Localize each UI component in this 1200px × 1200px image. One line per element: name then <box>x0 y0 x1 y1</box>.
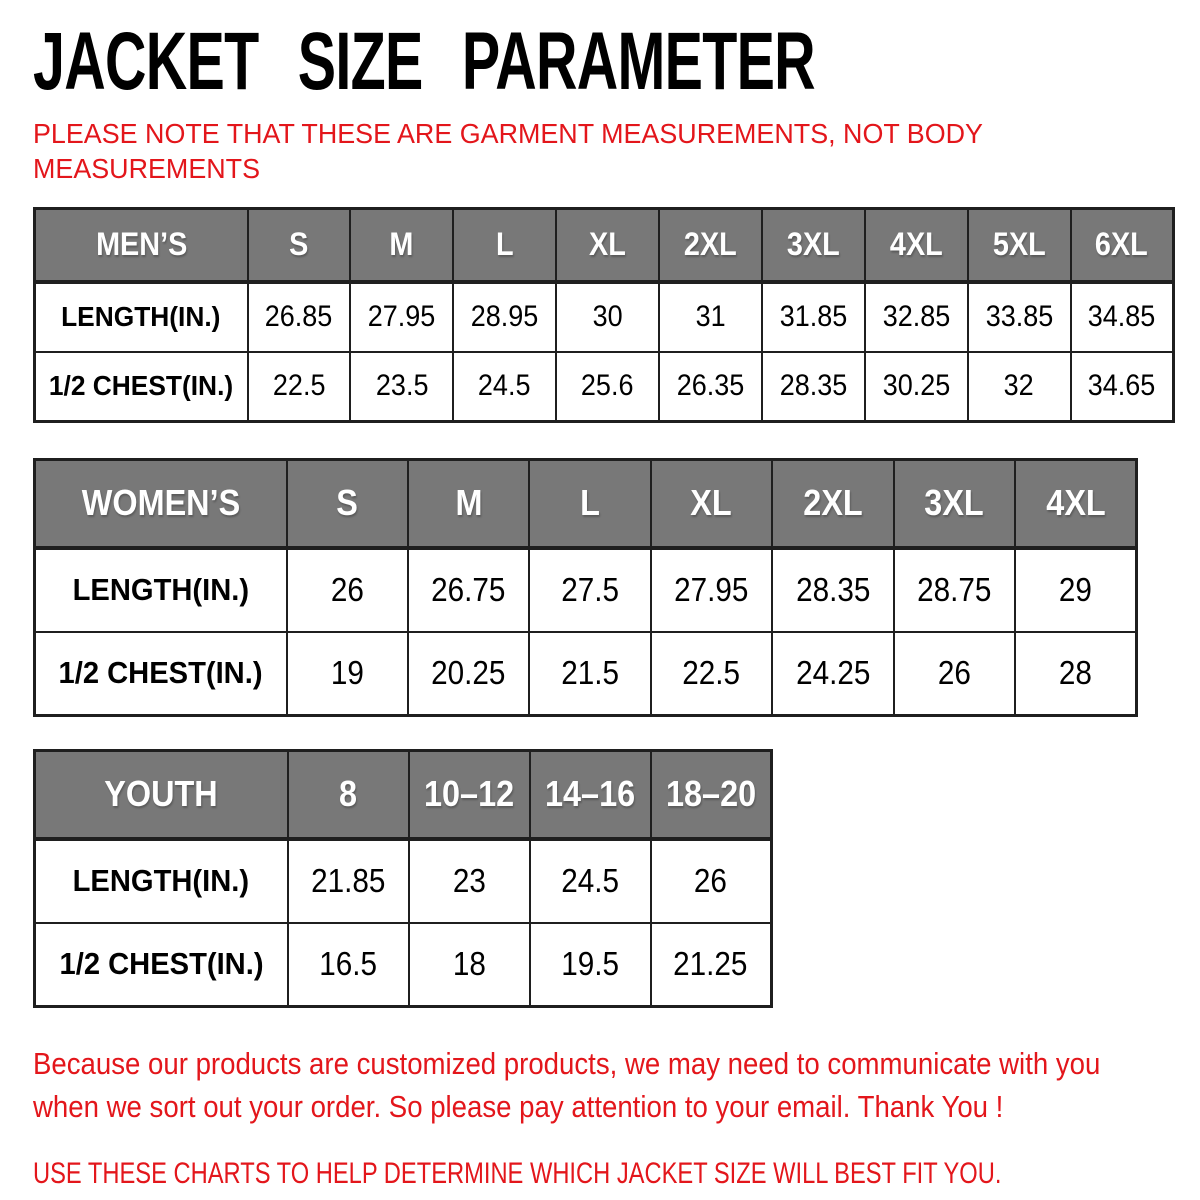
cell-text: 24.5 <box>561 862 619 899</box>
cell-text: 27.95 <box>368 300 436 333</box>
mens-header-row <box>35 209 1174 282</box>
womens-measurement-cell <box>772 632 893 716</box>
chart-usage-note: USE THESE CHARTS TO HELP DETERMINE WHICH JACKET SIZE WILL BEST FIT YOU. <box>33 1157 1002 1190</box>
cell-text: 31.85 <box>779 300 848 333</box>
mens-size-header-cell <box>350 209 453 282</box>
womens-row-label <box>35 632 287 716</box>
womens-size-header-cell <box>529 460 650 548</box>
mens-measurement-cell <box>659 282 762 352</box>
cell-text: 4XL <box>1045 482 1106 524</box>
mens-size-header-cell <box>762 209 865 282</box>
womens-measurement-cell <box>651 548 772 632</box>
youth-measurement-cell <box>288 839 409 923</box>
mens-measurement-cell <box>968 282 1071 352</box>
cell-text: 19.5 <box>561 945 619 983</box>
womens-measurement-cell <box>529 548 650 632</box>
mens-measurement-cell <box>248 352 351 422</box>
mens-size-header-cell <box>659 209 762 282</box>
cell-text: 33.85 <box>985 300 1053 333</box>
mens-size-header-cell <box>968 209 1071 282</box>
mens-measurement-cell <box>248 282 351 352</box>
customization-note-line-2: when we sort out your order. So please pay attention to your email. Thank You ! <box>33 1089 1004 1124</box>
mens-size-header-cell <box>248 209 351 282</box>
womens-measurement-cell <box>287 548 408 632</box>
mens-size-header-cell <box>556 209 659 282</box>
cell-text: 26.35 <box>676 369 745 403</box>
cell-text: 10–12 <box>423 773 515 815</box>
cell-text: 27.95 <box>674 571 749 608</box>
page-title: JACKET SIZE PARAMETER <box>33 16 815 107</box>
cell-text: 29 <box>1058 571 1093 608</box>
youth-data-row <box>35 923 772 1007</box>
womens-size-header-cell <box>894 460 1015 548</box>
womens-size-header-cell <box>651 460 772 548</box>
cell-text: 18–20 <box>665 773 756 815</box>
cell-text: 4XL <box>889 226 943 263</box>
cell-text: 21.25 <box>673 945 748 983</box>
cell-text: 1/2 CHEST(IN.) <box>58 655 263 691</box>
cell-text: M <box>389 226 414 263</box>
mens-measurement-cell <box>350 352 453 422</box>
cell-text: L <box>580 482 600 524</box>
cell-text: YOUTH <box>104 773 218 815</box>
cell-text: 2XL <box>684 226 737 263</box>
womens-measurement-cell <box>1015 632 1136 716</box>
mens-data-row <box>35 282 1174 352</box>
cell-text: 16.5 <box>319 945 377 983</box>
cell-text: XL <box>690 482 733 524</box>
womens-size-table <box>33 458 1138 717</box>
womens-size-header-cell <box>408 460 529 548</box>
cell-text: 23 <box>452 862 486 899</box>
mens-measurement-cell <box>1071 352 1174 422</box>
womens-measurement-cell <box>894 548 1015 632</box>
mens-size-header-cell <box>453 209 556 282</box>
footer-notes <box>33 1042 1200 1193</box>
youth-measurement-cell <box>651 839 772 923</box>
cell-text: 26.75 <box>431 571 506 608</box>
youth-size-header-cell <box>530 751 651 839</box>
mens-measurement-cell <box>350 282 453 352</box>
mens-measurement-cell <box>968 352 1071 422</box>
youth-data-row <box>35 839 772 923</box>
mens-size-header-cell <box>865 209 968 282</box>
youth-measurement-cell <box>288 923 409 1007</box>
mens-measurement-cell <box>556 282 659 352</box>
mens-size-table <box>33 207 1175 423</box>
cell-text: 28 <box>1058 654 1093 692</box>
womens-measurement-cell <box>408 632 529 716</box>
cell-text: L <box>495 226 514 263</box>
cell-text: 18 <box>452 945 486 983</box>
cell-text: LENGTH(IN.) <box>73 863 250 898</box>
cell-text: 34.65 <box>1087 369 1156 403</box>
womens-header-row <box>35 460 1137 548</box>
womens-size-header-cell <box>1015 460 1136 548</box>
youth-measurement-cell <box>530 839 651 923</box>
youth-measurement-cell <box>530 923 651 1007</box>
cell-text: S <box>336 482 359 524</box>
cell-text: 21.5 <box>561 654 619 692</box>
womens-measurement-cell <box>894 632 1015 716</box>
womens-data-row <box>35 632 1137 716</box>
mens-measurement-cell <box>762 352 865 422</box>
youth-header-row <box>35 751 772 839</box>
womens-data-row <box>35 548 1137 632</box>
cell-text: LENGTH(IN.) <box>61 301 221 332</box>
youth-size-table <box>33 749 773 1008</box>
cell-text: 28.95 <box>470 300 539 333</box>
cell-text: 5XL <box>992 226 1046 263</box>
cell-text: 24.25 <box>795 654 871 692</box>
garment-measurement-note <box>33 116 1153 186</box>
cell-text: 26 <box>937 654 971 692</box>
mens-measurement-cell <box>659 352 762 422</box>
mens-row-label <box>35 282 248 352</box>
cell-text: 27.5 <box>561 571 619 608</box>
cell-text: 19 <box>330 654 364 692</box>
cell-text: 1/2 CHEST(IN.) <box>49 370 234 402</box>
mens-measurement-cell <box>453 352 556 422</box>
cell-text: 8 <box>338 773 358 815</box>
cell-text: 26 <box>330 571 364 608</box>
womens-measurement-cell <box>529 632 650 716</box>
cell-text: 22.5 <box>272 369 326 403</box>
youth-size-header-cell <box>288 751 409 839</box>
womens-row-label <box>35 548 287 632</box>
youth-size-header-cell <box>409 751 530 839</box>
womens-table-title-cell <box>35 460 287 548</box>
cell-text: 3XL <box>924 482 985 524</box>
cell-text: LENGTH(IN.) <box>72 572 249 607</box>
womens-measurement-cell <box>1015 548 1136 632</box>
youth-row-label <box>35 923 288 1007</box>
mens-measurement-cell <box>865 352 968 422</box>
cell-text: 14–16 <box>544 773 636 815</box>
womens-size-header-cell <box>772 460 893 548</box>
cell-text: WOMEN’S <box>81 482 240 524</box>
youth-measurement-cell <box>651 923 772 1007</box>
mens-data-row <box>35 352 1174 422</box>
womens-measurement-cell <box>651 632 772 716</box>
cell-text: 30.25 <box>882 369 950 403</box>
cell-text: 1/2 CHEST(IN.) <box>59 946 264 982</box>
youth-row-label <box>35 839 288 923</box>
cell-text: 2XL <box>803 482 863 524</box>
mens-measurement-cell <box>762 282 865 352</box>
note-line-1: PLEASE NOTE THAT THESE ARE GARMENT MEASUREMENTS, NOT BODY <box>33 118 983 149</box>
cell-text: 3XL <box>786 226 840 263</box>
cell-text: 24.5 <box>478 369 531 403</box>
womens-size-header-cell <box>287 460 408 548</box>
mens-size-header-cell <box>1071 209 1174 282</box>
womens-measurement-cell <box>408 548 529 632</box>
womens-measurement-cell <box>772 548 893 632</box>
mens-measurement-cell <box>453 282 556 352</box>
cell-text: 21.85 <box>310 862 386 899</box>
cell-text: 31 <box>695 300 726 333</box>
cell-text: 32 <box>1004 369 1035 403</box>
youth-table-title-cell <box>35 751 288 839</box>
cell-text: 32.85 <box>882 300 950 333</box>
cell-text: 28.35 <box>779 369 848 403</box>
cell-text: 34.85 <box>1087 300 1156 333</box>
cell-text: XL <box>589 226 626 263</box>
cell-text: 26.85 <box>265 300 333 333</box>
cell-text: 20.25 <box>431 654 506 692</box>
mens-measurement-cell <box>865 282 968 352</box>
youth-size-header-cell <box>651 751 772 839</box>
cell-text: 28.35 <box>795 571 871 608</box>
womens-measurement-cell <box>287 632 408 716</box>
cell-text: S <box>289 226 309 263</box>
note-line-2: MEASUREMENTS <box>33 153 261 184</box>
cell-text: 6XL <box>1095 226 1149 263</box>
cell-text: 26 <box>694 862 728 899</box>
cell-text: 22.5 <box>682 654 741 692</box>
cell-text: 30 <box>592 300 623 333</box>
cell-text: 23.5 <box>375 369 429 403</box>
youth-measurement-cell <box>409 923 530 1007</box>
cell-text: M <box>455 482 483 524</box>
mens-table-title-cell <box>35 209 248 282</box>
cell-text: 28.75 <box>917 571 992 608</box>
customization-note-line-1: Because our products are customized products, we may need to communicate with you <box>33 1046 1101 1081</box>
cell-text: 25.6 <box>581 369 634 403</box>
mens-measurement-cell <box>556 352 659 422</box>
cell-text: MEN’S <box>95 226 187 263</box>
mens-measurement-cell <box>1071 282 1174 352</box>
mens-row-label <box>35 352 248 422</box>
youth-measurement-cell <box>409 839 530 923</box>
